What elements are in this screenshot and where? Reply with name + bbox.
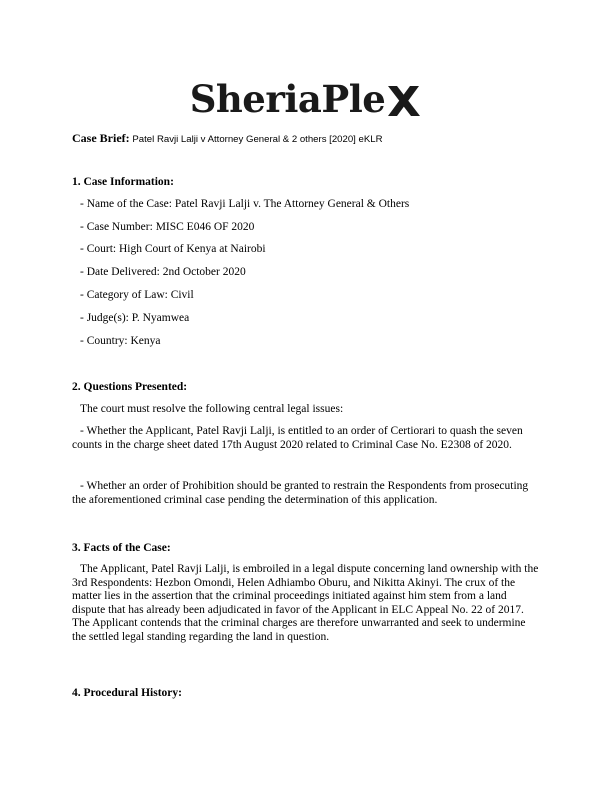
section-heading-case-information: 1. Case Information: <box>72 176 174 188</box>
case-info-item: - Name of the Case: Patel Ravji Lalji v. The Attorney General & Others <box>80 198 410 210</box>
case-brief-title: Patel Ravji Lalji v Attorney General & 2 others [2020] eKLR <box>132 134 383 145</box>
logo-text: SheriaPle <box>189 77 386 121</box>
case-brief-line <box>72 131 383 147</box>
section-heading-procedural-history: 4. Procedural History: <box>72 687 182 699</box>
case-info-item: - Category of Law: Civil <box>80 289 194 301</box>
case-info-item: - Country: Kenya <box>80 335 161 347</box>
issue-paragraph: - Whether the Applicant, Patel Ravji Lalji, is entitled to an order of Certiorari to quash the seven counts in the charge sheet dated 17th August 2020 related to Criminal Case No. E2308 of 2020. <box>72 425 523 451</box>
case-info-item: - Judge(s): P. Nyamwea <box>80 312 190 324</box>
facts-paragraph: The Applicant, Patel Ravji Lalji, is embroiled in a legal dispute concerning land ownership with the 3rd Respondents: Hezbon Omondi, Helen Adhiambo Oburu, and Nikitta Akinyi. The crux of the matter lies in the assertion that the criminal proceedings initiated against him stem from a land dispute that has already been adjudicated in favor of the Applicant in ELC Appeal No. 22 of 2017. The Applicant contends that the criminal charges are therefore unwarranted and seek to undermine the settled legal standing regarding the land in question. <box>72 563 539 643</box>
section-heading-questions-presented: 2. Questions Presented: <box>72 381 188 393</box>
issue-paragraph: - Whether an order of Prohibition should be granted to restrain the Respondents from prosecuting the aforementioned criminal case pending the determination of this application. <box>72 480 529 506</box>
sheriaplex-logo <box>0 76 612 126</box>
case-info-item: - Court: High Court of Kenya at Nairobi <box>80 243 266 255</box>
case-brief-label: Case Brief: <box>72 131 130 145</box>
section-heading-facts: 3. Facts of the Case: <box>72 542 171 554</box>
questions-intro: The court must resolve the following central legal issues: <box>80 403 344 415</box>
logo-x-mark-icon <box>386 84 422 118</box>
case-info-item: - Case Number: MISC E046 OF 2020 <box>80 221 255 233</box>
case-info-item: - Date Delivered: 2nd October 2020 <box>80 266 246 278</box>
